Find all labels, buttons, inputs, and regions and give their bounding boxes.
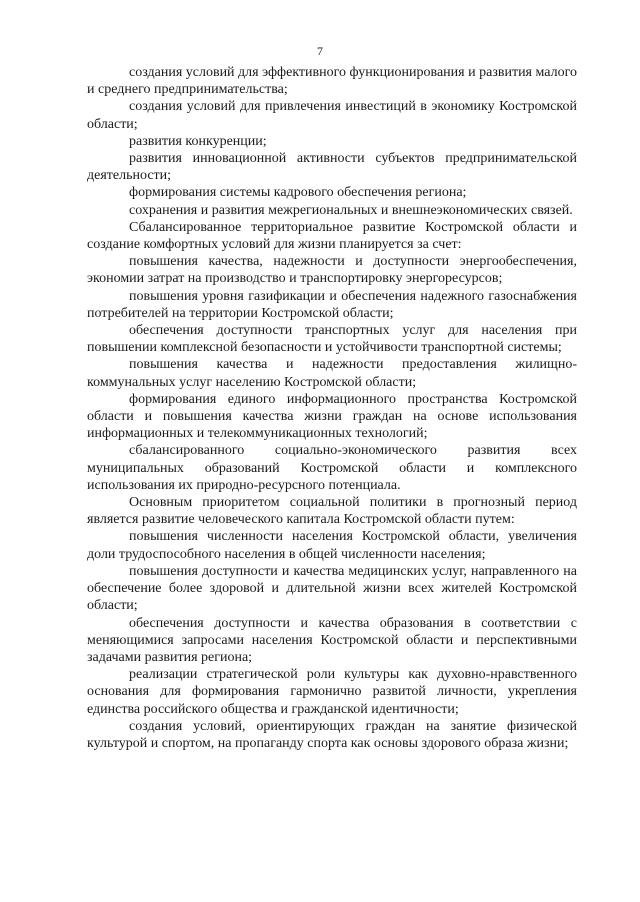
paragraph: повышения численности населения Костромской области, увеличения доли трудоспособного населения в общей численности населения; — [87, 529, 577, 562]
paragraph: формирования единого информационного пространства Костромской области и повышения качества жизни граждан на основе использования информационных и телекоммуникационных технологий; — [87, 391, 577, 442]
paragraph: обеспечения доступности и качества образования в соответствии с меняющимися запросами населения Костромской области и перспективными задачами развития региона; — [87, 615, 577, 665]
paragraph: развития конкуренции; — [129, 133, 267, 149]
paragraph: создания условий, ориентирующих граждан на занятие физической культурой и спортом, на пропаганду спорта как основы здорового образа жизни; — [87, 718, 577, 751]
page-number: 7 — [317, 44, 323, 58]
paragraph: повышения качества и надежности предоставления жилищно-коммунальных услуг населению Костромской области; — [87, 357, 577, 390]
paragraph: Основным приоритетом социальной политики в прогнозный период является развитие человеческого капитала Костромской области путем: — [87, 495, 577, 528]
paragraph: обеспечения доступности транспортных услуг для населения при повышении комплексной безопасности и устойчивости транспортной системы; — [87, 323, 577, 356]
paragraph: создания условий для привлечения инвестиций в экономику Костромской области; — [87, 99, 577, 132]
paragraph: повышения доступности и качества медицинских услуг, направленного на обеспечение более здоровой и длительной жизни всех жителей Костромской области; — [87, 563, 577, 614]
paragraph: Сбалансированное территориальное развитие Костромской области и создание комфортных условий для жизни планируется за счет: — [87, 219, 577, 253]
paragraph: реализации стратегической роли культуры как духовно-нравственного основания для формирования гармонично развитой личности, укрепления единства российского общества и гражданской идентичности; — [87, 667, 577, 717]
paragraph: создания условий для эффективного функционирования и развития малого и среднего предпринимательства; — [87, 65, 577, 98]
paragraph: повышения качества, надежности и доступности энергообеспечения, экономии затрат на производство и транспортировку энергоресурсов; — [87, 254, 577, 287]
paragraph: сохранения и развития межрегиональных и внешнеэкономических связей. — [129, 202, 573, 218]
paragraph: развития инновационной активности субъектов предпринимательской деятельности; — [87, 151, 577, 184]
paragraph: сбалансированного социально-экономического развития всех муниципальных образований Костромской области и комплексного использования их природно-ресурсного потенциала. — [87, 443, 577, 493]
paragraph: формирования системы кадрового обеспечения региона; — [129, 185, 467, 201]
body-text — [87, 64, 577, 752]
paragraph: повышения уровня газификации и обеспечения надежного газоснабжения потребителей на территории Костромской области; — [87, 288, 577, 321]
